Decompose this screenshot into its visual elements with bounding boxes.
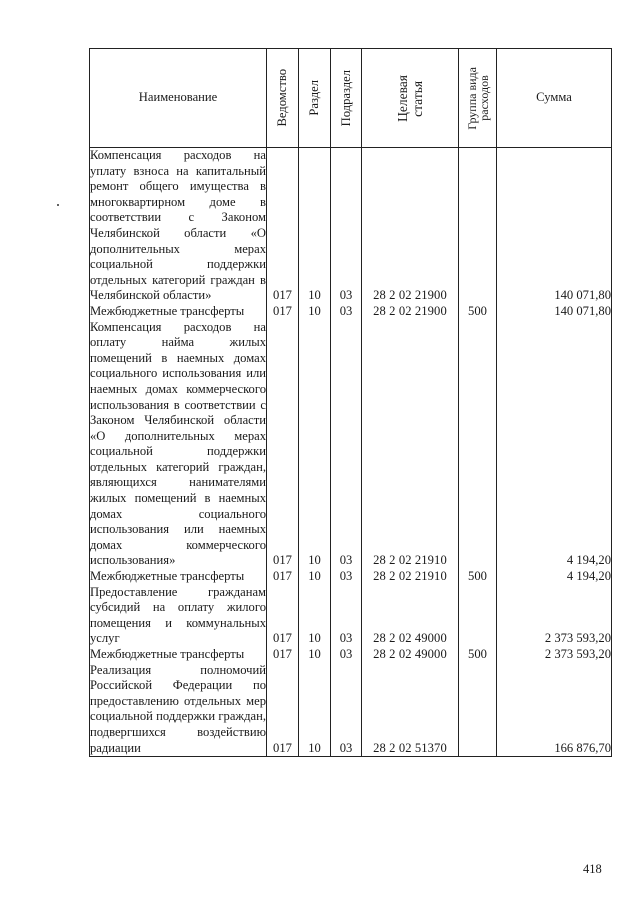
row-celevaya-statya: 28 2 02 21910 — [362, 320, 459, 570]
table-row — [90, 320, 612, 570]
table-row — [90, 647, 612, 663]
row-summa: 4 194,20 — [497, 569, 612, 585]
row-name: Межбюджетные трансферты — [90, 304, 267, 320]
row-name: Межбюджетные трансферты — [90, 647, 267, 663]
row-podrazdel: 03 — [331, 663, 362, 757]
row-gruppa: 500 — [459, 569, 497, 585]
row-vedomstvo: 017 — [267, 569, 299, 585]
stray-mark — [57, 204, 59, 206]
header-podrazdel: Подраздел — [331, 49, 362, 148]
row-celevaya-statya: 28 2 02 21900 — [362, 148, 459, 304]
row-name: Компенсация расходов на уплату взноса на капитальный ремонт общего имущества в многоквартирном доме в соответствии с Законом Челябинской области «О дополнительных мерах социальной поддержки отдельных категорий граждан в Челябинской области» — [90, 148, 266, 303]
header-name: Наименование — [90, 49, 267, 148]
row-summa: 166 876,70 — [497, 663, 612, 757]
row-podrazdel: 03 — [331, 320, 362, 570]
header-razdel: Раздел — [299, 49, 331, 148]
row-vedomstvo: 017 — [267, 585, 299, 647]
row-razdel: 10 — [299, 663, 331, 757]
row-vedomstvo: 017 — [267, 148, 299, 304]
row-razdel: 10 — [299, 585, 331, 647]
row-podrazdel: 03 — [331, 647, 362, 663]
row-podrazdel: 03 — [331, 569, 362, 585]
row-celevaya-statya: 28 2 02 21910 — [362, 569, 459, 585]
row-razdel: 10 — [299, 569, 331, 585]
row-summa: 4 194,20 — [497, 320, 612, 570]
row-podrazdel: 03 — [331, 585, 362, 647]
row-celevaya-statya: 28 2 02 51370 — [362, 663, 459, 757]
row-vedomstvo: 017 — [267, 304, 299, 320]
row-gruppa — [459, 320, 497, 570]
row-name: Межбюджетные трансферты — [90, 569, 267, 585]
row-razdel: 10 — [299, 148, 331, 304]
row-vedomstvo: 017 — [267, 663, 299, 757]
table-header — [90, 49, 612, 148]
table-row — [90, 569, 612, 585]
header-celevaya-statya: Целевая статья — [362, 49, 459, 148]
row-gruppa — [459, 663, 497, 757]
header-gruppa-vida-rashodov: Группа вида расходов — [459, 49, 497, 148]
row-summa: 140 071,80 — [497, 148, 612, 304]
row-vedomstvo: 017 — [267, 320, 299, 570]
row-podrazdel: 03 — [331, 304, 362, 320]
table-body — [90, 148, 612, 757]
row-summa: 2 373 593,20 — [497, 585, 612, 647]
row-razdel: 10 — [299, 304, 331, 320]
row-celevaya-statya: 28 2 02 21900 — [362, 304, 459, 320]
table-row — [90, 663, 612, 757]
header-vedomstvo: Ведомство — [267, 49, 299, 148]
table-row — [90, 304, 612, 320]
row-razdel: 10 — [299, 320, 331, 570]
row-celevaya-statya: 28 2 02 49000 — [362, 647, 459, 663]
header-summa: Сумма — [497, 49, 612, 148]
row-razdel: 10 — [299, 647, 331, 663]
row-gruppa — [459, 148, 497, 304]
row-vedomstvo: 017 — [267, 647, 299, 663]
row-name: Компенсация расходов на оплату найма жилых помещений в наемных домах социального использования или наемных домах коммерческого использования в соответствии с Законом Челябинской области «О дополнительных мерах социальной поддержки отдельных категорий граждан, являющихся нанимателями жилых помещений в наемных домах социального использования или наемных домах коммерческого использования» — [90, 319, 266, 568]
row-summa: 2 373 593,20 — [497, 647, 612, 663]
row-podrazdel: 03 — [331, 148, 362, 304]
budget-table — [89, 48, 612, 757]
page-number: 418 — [583, 862, 602, 876]
row-gruppa: 500 — [459, 304, 497, 320]
row-summa: 140 071,80 — [497, 304, 612, 320]
row-gruppa: 500 — [459, 647, 497, 663]
table-row — [90, 148, 612, 304]
row-celevaya-statya: 28 2 02 49000 — [362, 585, 459, 647]
row-name: Предоставление гражданам субсидий на оплату жилого помещения и коммунальных услуг — [90, 584, 266, 646]
row-name: Реализация полномочий Российской Федерации по предоставлению отдельных мер социальной поддержки граждан, подвергшихся воздействию радиации — [90, 663, 267, 757]
row-gruppa — [459, 585, 497, 647]
table-row — [90, 585, 612, 647]
